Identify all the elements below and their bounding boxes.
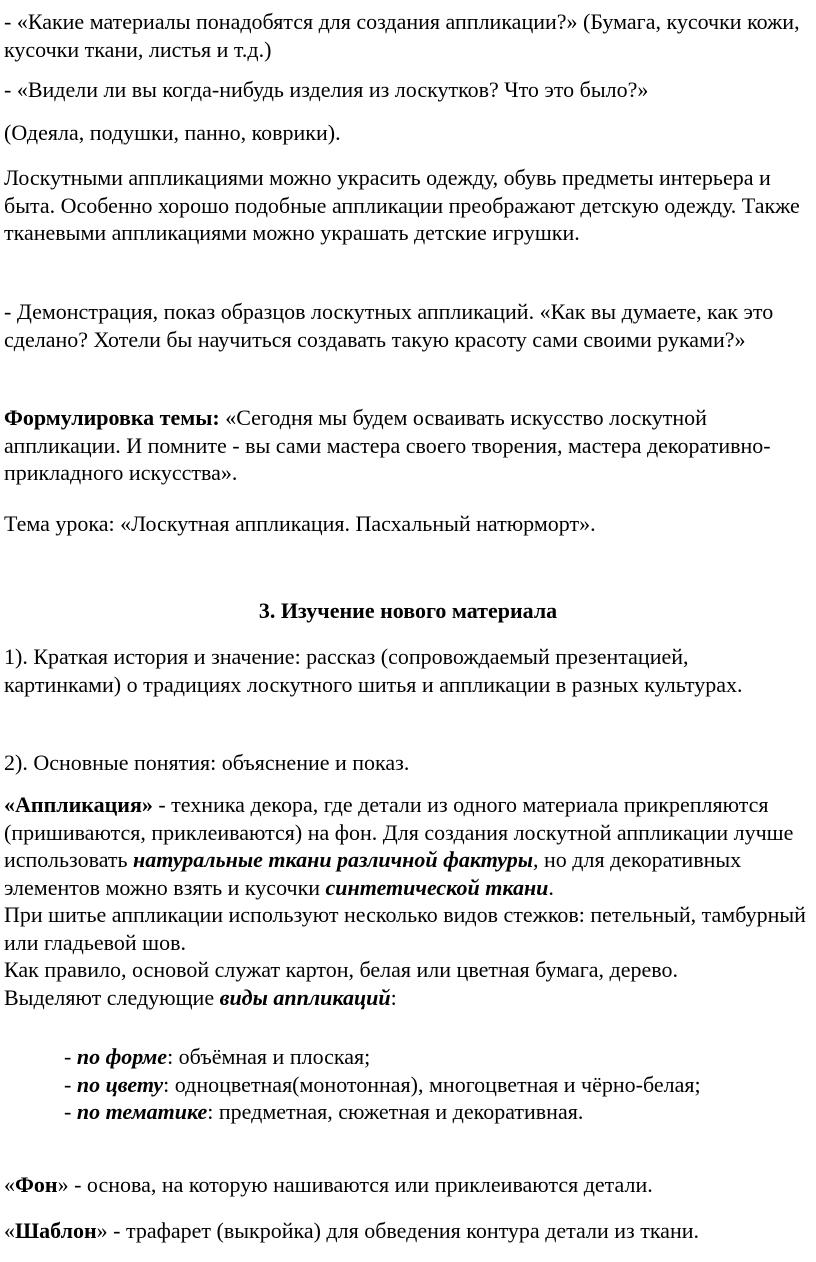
definition-shablon: «Шаблон» - трафарет (выкройка) для обведения контура детали из ткани. <box>4 1218 699 1243</box>
shablon-term: Шаблон <box>15 1218 97 1243</box>
section-heading: 3. Изучение нового материала <box>258 598 558 623</box>
emphasis-types: виды аппликаций <box>219 984 391 1010</box>
emphasis-natural-fabrics: натуральные ткани различной фактуры <box>133 847 534 872</box>
applique-definition-block <box>4 791 809 1011</box>
list-item-type-form: - по форме: объёмная и плоская; <box>64 1044 371 1069</box>
applique-definition: «Аппликация» - техника декора, где детали из одного материала прикрепляются (пришиваются, приклеиваются) на фон. Для создания лоскутной аппликации лучше использовать натуральные ткани различной фактуры, но для декоративных элементов можно взять и кусочки синтетической ткани. <box>4 792 794 900</box>
types-intro: Выделяют следующие виды аппликаций: <box>4 984 397 1010</box>
list-item-type-color: - по цвету: одноцветная(монотонная), многоцветная и чёрно-белая; <box>64 1071 701 1097</box>
question-materials: - «Какие материалы понадобятся для создания аппликации?» (Бумага, кусочки кожи, кусочки ткани, листья и т.д.) <box>4 9 800 62</box>
paragraph-decoration: Лоскутными аппликациями можно украсить одежду, обувь предметы интерьера и быта. Особенно хорошо подобные аппликации преображают детскую одежду. Также тканевыми аппликациями можно украшать детские игрушки. <box>4 165 800 245</box>
lesson-topic: Тема урока: «Лоскутная аппликация. Пасхальный натюрморт». <box>4 511 596 536</box>
base-paragraph: Как правило, основой служат картон, белая или цветная бумага, дерево. <box>4 957 678 982</box>
question-patchwork: - «Видели ли вы когда-нибудь изделия из лоскутков? Что это было?» <box>4 77 649 102</box>
applique-term: «Аппликация» <box>4 792 153 817</box>
paragraph-demonstration: - Демонстрация, показ образцов лоскутных аппликаций. «Как вы думаете, как это сделано? Хотели бы научиться создавать такую красоту сами своими руками?» <box>4 299 774 352</box>
topic-text: «Сегодня мы будем осваивать искусство лоскутной аппликации. И помните - вы сами мастера своего творения, мастера декоративно-прикладного искусства». <box>4 405 771 485</box>
types-list <box>64 1043 804 1126</box>
stitches-paragraph: При шитье аппликации используют несколько видов стежков: петельный, тамбурный или гладьевой шов. <box>4 902 806 955</box>
answer-patchwork: (Одеяла, подушки, панно, коврики). <box>4 120 341 145</box>
definition-fon: «Фон» - основа, на которую нашиваются или приклеиваются детали. <box>4 1172 653 1197</box>
fon-term: Фон <box>15 1172 58 1197</box>
list-item-history: 1). Краткая история и значение: рассказ (сопровождаемый презентацией, картинками) о традициях лоскутного шитья и аппликации в разных культурах. <box>4 644 743 697</box>
list-item-type-theme: - по тематике: предметная, сюжетная и декоративная. <box>64 1099 584 1124</box>
list-item-concepts: 2). Основные понятия: объяснение и показ. <box>4 750 410 775</box>
emphasis-synthetic-fabric: синтетической ткани <box>325 874 549 900</box>
topic-label: Формулировка темы: <box>4 405 220 430</box>
topic-formulation <box>4 404 809 487</box>
